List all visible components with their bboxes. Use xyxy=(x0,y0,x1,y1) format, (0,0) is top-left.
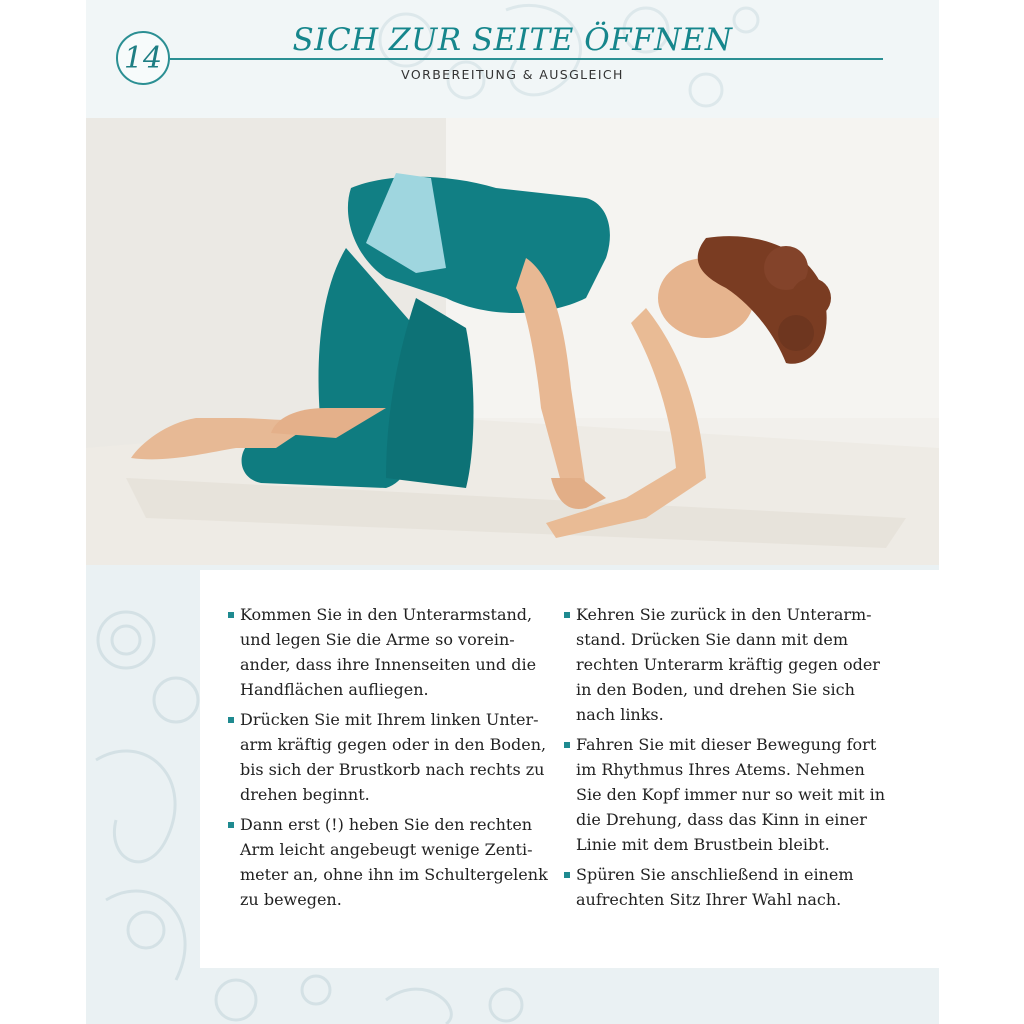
exercise-illustration xyxy=(86,118,939,565)
instruction-text: Spüren Sie anschließend in einem aufrechten Sitz Ihrer Wahl nach. xyxy=(576,865,854,909)
page-subtitle: VORBEREITUNG & AUSGLEICH xyxy=(401,67,624,82)
page-number: 14 xyxy=(123,40,163,76)
instruction-item xyxy=(564,602,894,727)
instruction-item xyxy=(564,732,894,857)
bullet-icon xyxy=(564,742,570,748)
page-header xyxy=(86,0,939,118)
instructions-right-column xyxy=(564,602,894,917)
page-title: SICH ZUR SEITE ÖFFNEN xyxy=(292,22,733,58)
header-rule xyxy=(170,58,883,60)
instruction-item xyxy=(228,602,558,702)
instruction-item xyxy=(564,862,894,912)
instruction-text: Kehren Sie zurück in den Unterarm-stand. Drücken Sie dann mit dem rechten Unterarm kräftig gegen oder in den Boden, und drehen Sie sich nach links. xyxy=(576,605,880,724)
instruction-item xyxy=(228,707,558,807)
instruction-text: Fahren Sie mit dieser Bewegung fort im Rhythmus Ihres Atems. Nehmen Sie den Kopf immer nur so weit mit in die Drehung, dass das Kinn in einer Linie mit dem Brustbein bleibt. xyxy=(576,735,886,854)
instruction-text: Drücken Sie mit Ihrem linken Unter-arm kräftig gegen oder in den Boden, bis sich der Brustkorb nach rechts zu drehen beginnt. xyxy=(240,710,547,804)
book-page xyxy=(86,0,939,1024)
exercise-photo xyxy=(86,118,939,565)
bullet-icon xyxy=(564,872,570,878)
instruction-text: Dann erst (!) heben Sie den rechten Arm leicht angebeugt wenige Zenti-meter an, ohne ihn im Schultergelenk zu bewegen. xyxy=(240,815,548,909)
bullet-icon xyxy=(228,822,234,828)
bullet-icon xyxy=(228,612,234,618)
bullet-icon xyxy=(228,717,234,723)
bullet-icon xyxy=(564,612,570,618)
instruction-text: Kommen Sie in den Unterarmstand, und legen Sie die Arme so vorein-ander, dass ihre Innenseiten und die Handflächen aufliegen. xyxy=(240,605,537,699)
instruction-item xyxy=(228,812,558,912)
instructions-left-column xyxy=(228,602,558,917)
instructions-panel xyxy=(200,570,939,968)
